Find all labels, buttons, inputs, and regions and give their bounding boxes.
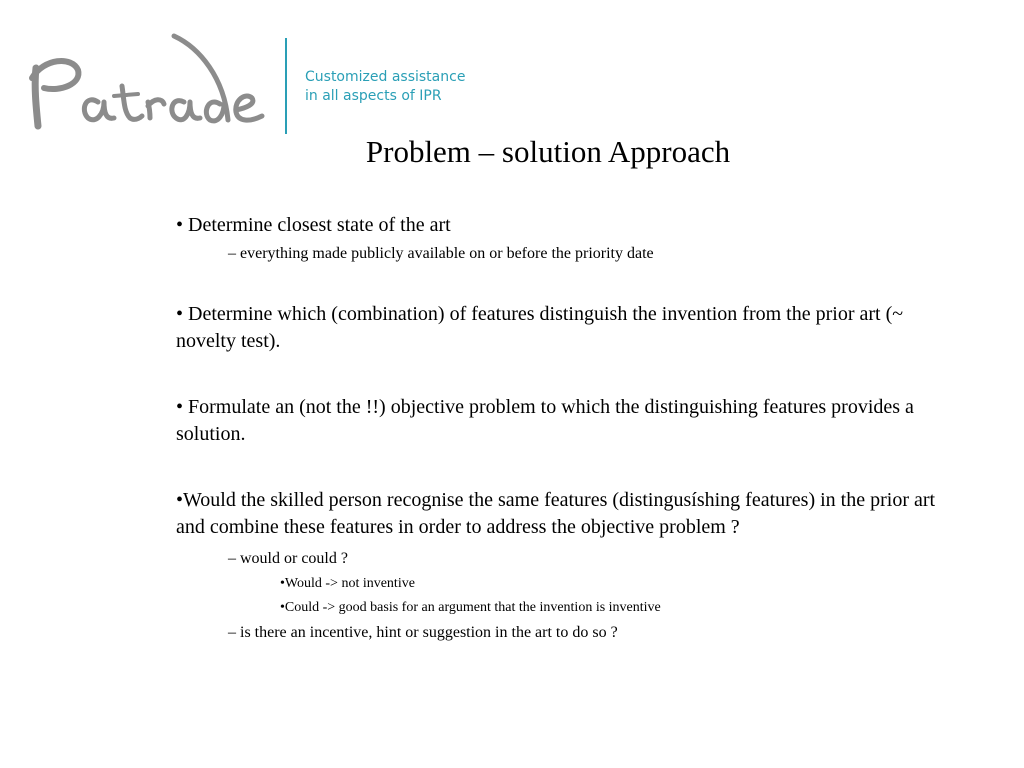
- sub-bullet-publicly-available: – everything made publicly available on or before the priority date: [228, 245, 654, 262]
- tagline-line-2: in all aspects of IPR: [305, 88, 442, 104]
- logo-divider: [285, 38, 287, 134]
- tagline-line-1: Customized assistance: [305, 69, 466, 85]
- slide-title: Problem – solution Approach: [365, 134, 731, 169]
- slide-body: [176, 212, 936, 644]
- bullet-closest-state-of-art: • Determine closest state of the art: [176, 214, 451, 236]
- bullet-objective-problem: • Formulate an (not the !!) objective problem to which the distinguishing features provides a solution.: [176, 396, 914, 445]
- subsub-bullet-would-not-inventive: •Would -> not inventive: [280, 576, 415, 591]
- sub-bullet-incentive-hint: – is there an incentive, hint or suggestion in the art to do so ?: [228, 624, 618, 641]
- sub-bullet-would-or-could: – would or could ?: [228, 550, 348, 567]
- bullet-distinguishing-features: • Determine which (combination) of features distinguish the invention from the prior art (~ novelty test).: [176, 303, 904, 352]
- subsub-bullet-could-inventive: •Could -> good basis for an argument that the invention is inventive: [280, 600, 661, 615]
- logo-tagline: [305, 68, 465, 106]
- bullet-skilled-person: •Would the skilled person recognise the same features (distingusíshing features) in the prior art and combine these features in order to address the objective problem ?: [176, 489, 936, 538]
- patrade-logo: [24, 28, 274, 138]
- patrade-wordmark-graphic: [24, 28, 274, 138]
